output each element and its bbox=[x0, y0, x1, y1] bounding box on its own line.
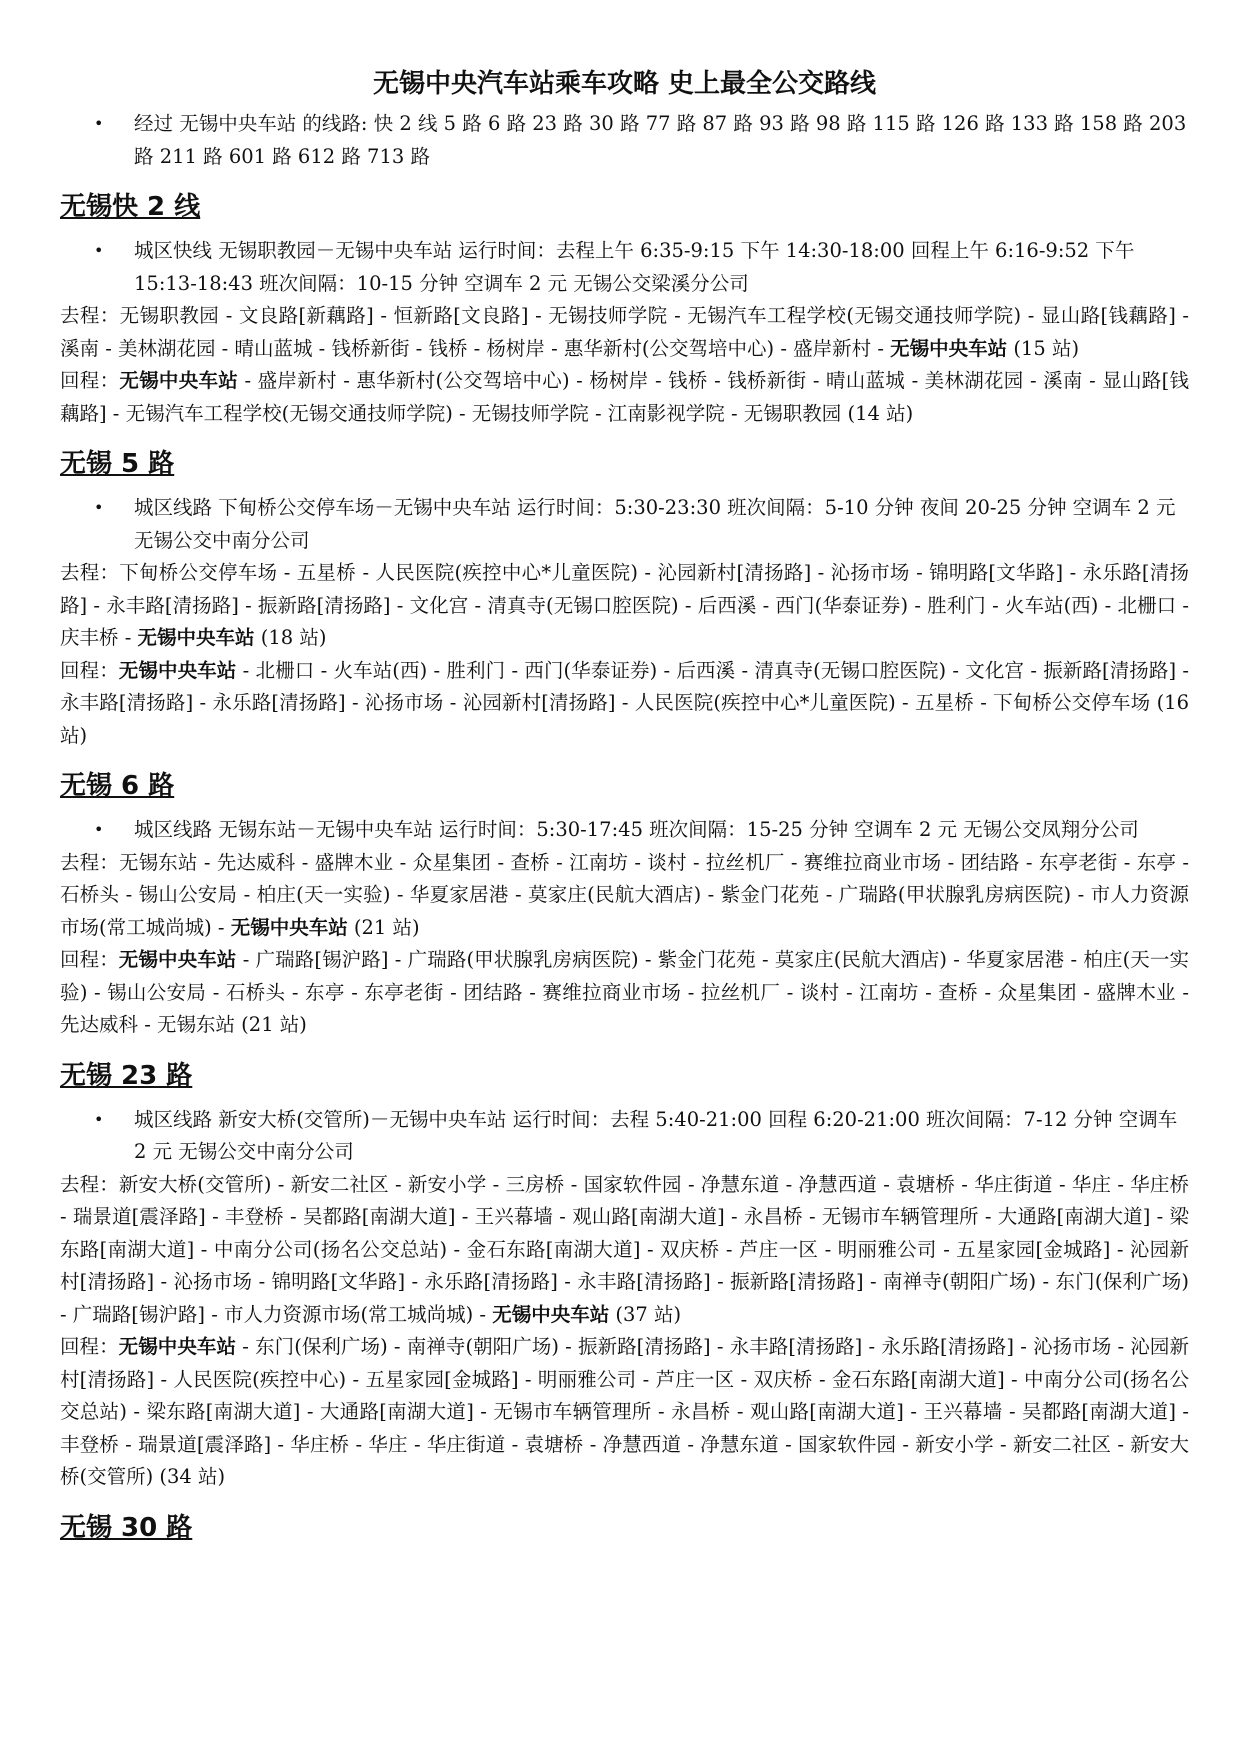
origin-stop: 无锡中央车站 bbox=[118, 948, 237, 971]
stop-count: (18 站) bbox=[254, 626, 327, 649]
route-info-text: 城区线路 新安大桥(交管所)－无锡中央车站 运行时间：去程 5:40-21:00 回程 6:20-21:00 班次间隔：7-12 分钟 空调车 2 元 无锡公交中南分公司 bbox=[134, 1107, 1178, 1163]
route-info-text: 城区线路 下甸桥公交停车场－无锡中央车站 运行时间：5:30-23:30 班次间隔：5-10 分钟 夜间 20-25 分钟 空调车 2 元 无锡公交中南分公司 bbox=[134, 496, 1176, 552]
terminal-stop: 无锡中央车站 bbox=[890, 336, 1008, 360]
return-stops bbox=[60, 1331, 1189, 1494]
outbound-stops bbox=[60, 557, 1189, 655]
stop-count: (15 站) bbox=[1007, 336, 1080, 360]
outbound-stops bbox=[60, 300, 1189, 365]
terminal-stop: 无锡中央车站 bbox=[492, 1302, 610, 1326]
return-label: 回程： bbox=[60, 948, 119, 971]
outbound-stops bbox=[60, 847, 1189, 945]
route-heading: 无锡 6 路 bbox=[60, 771, 175, 801]
bullet-icon: • bbox=[94, 498, 104, 517]
route-info-text: 城区快线 无锡职教园－无锡中央车站 运行时间：去程上午 6:35-9:15 下午 14:30-18:00 回程上午 6:16-9:52 下午 15:13-18:43 班次间隔：10-15 分钟 空调车 2 元 无锡公交梁溪分公司 bbox=[134, 239, 1135, 295]
page-title: 无锡中央汽车站乘车攻略 史上最全公交路线 bbox=[372, 69, 877, 99]
route-heading: 无锡 5 路 bbox=[60, 449, 175, 479]
bullet-icon: • bbox=[94, 241, 104, 260]
return-stop-list: - 盛岸新村 - 惠华新村(公交驾培中心) - 杨树岸 - 钱桥 - 钱桥新街 - 晴山蓝城 - 美林湖花园 - 溪南 - 显山路[钱藕路] - 无锡汽车工程学校(无锡交通技师学院) - 无锡技师学院 - 江南影视学院 - 无锡职教园 (14 站) bbox=[60, 369, 1189, 425]
outbound-stop-list: 下甸桥公交停车场 - 五星桥 - 人民医院(疾控中心*儿童医院) - 沁园新村[清扬路] - 沁扬市场 - 锦明路[文华路] - 永乐路[清扬路] - 永丰路[清扬路] - 振新路[清扬路] - 文化宫 - 清真寺(无锡口腔医院) - 后西溪 - 西门(华泰证券) - 胜利门 - 火车站(西) - 北栅口 - 庆丰桥 - bbox=[60, 561, 1189, 649]
terminal-stop: 无锡中央车站 bbox=[230, 915, 348, 939]
route-info-text: 城区线路 无锡东站－无锡中央车站 运行时间：5:30-17:45 班次间隔：15-25 分钟 空调车 2 元 无锡公交凤翔分公司 bbox=[134, 818, 1139, 841]
route-info bbox=[60, 1104, 1189, 1169]
return-stop-list: - 东门(保利广场) - 南禅寺(朝阳广场) - 振新路[清扬路] - 永丰路[清扬路] - 永乐路[清扬路] - 沁扬市场 - 沁园新村[清扬路] - 人民医院(疾控中心) - 五星家园[金城路] - 明丽雅公司 - 芦庄一区 - 双庆桥 - 金石东路[南湖大道] - 中南分公司(扬名公交总站) - 梁东路[南湖大道] - 大通路[南湖大道] - 无锡市车辆管理所 - 永昌桥 - 观山路[南湖大道] - 王兴幕墙 - 吴都路[南湖大道] - 丰登桥 - 瑞景道[震泽路] - 华庄桥 - 华庄 - 华庄街道 - 袁塘桥 - 净慧西道 - 净慧东道 - 国家软件园 - 新安小学 - 新安二社区 - 新安大桥(交管所) (34 站) bbox=[60, 1335, 1189, 1488]
return-stop-list: - 北栅口 - 火车站(西) - 胜利门 - 西门(华泰证券) - 后西溪 - 清真寺(无锡口腔医院) - 文化宫 - 振新路[清扬路] - 永丰路[清扬路] - 永乐路[清扬路] - 沁扬市场 - 沁园新村[清扬路] - 人民医院(疾控中心*儿童医院) - 五星桥 - 下甸桥公交停车场 (16 站) bbox=[60, 658, 1189, 747]
outbound-stop-list: 无锡职教园 - 文良路[新藕路] - 恒新路[文良路] - 无锡技师学院 - 无锡汽车工程学校(无锡交通技师学院) - 显山路[钱藕路] - 溪南 - 美林湖花园 - 晴山蓝城 - 钱桥新街 - 钱桥 - 杨树岸 - 惠华新村(公交驾培中心) - 盛岸新村 - bbox=[60, 304, 1189, 360]
route-heading: 无锡快 2 线 bbox=[60, 192, 201, 222]
route-heading: 无锡 30 路 bbox=[60, 1512, 193, 1543]
terminal-stop: 无锡中央车站 bbox=[137, 626, 255, 649]
return-stops bbox=[60, 655, 1189, 753]
return-stops bbox=[60, 365, 1189, 430]
stop-count: (21 站) bbox=[347, 915, 420, 939]
route-info bbox=[60, 492, 1189, 557]
outbound-stops bbox=[60, 1169, 1189, 1332]
return-label: 回程： bbox=[60, 369, 120, 392]
overview-list-item bbox=[60, 108, 1189, 173]
outbound-label: 去程： bbox=[60, 304, 120, 327]
outbound-stop-list: 无锡东站 - 先达威科 - 盛牌木业 - 众星集团 - 查桥 - 江南坊 - 谈村 - 拉丝机厂 - 赛维拉商业市场 - 团结路 - 东亭老街 - 东亭 - 石桥头 - 锡山公安局 - 柏庄(天一实验) - 华夏家居港 - 莫家庄(民航大酒店) - 紫金门花苑 - 广瑞路(甲状腺乳房病医院) - 市人力资源市场(常工城尚城) - bbox=[60, 850, 1189, 939]
stop-count: (37 站) bbox=[609, 1302, 682, 1326]
return-label: 回程： bbox=[60, 658, 119, 682]
return-label: 回程： bbox=[60, 1335, 119, 1358]
route-info bbox=[60, 814, 1189, 847]
outbound-label: 去程： bbox=[60, 561, 120, 584]
origin-stop: 无锡中央车站 bbox=[119, 369, 239, 392]
origin-stop: 无锡中央车站 bbox=[118, 658, 237, 682]
outbound-label: 去程： bbox=[60, 1172, 119, 1196]
outbound-label: 去程： bbox=[60, 850, 119, 874]
route-heading: 无锡 23 路 bbox=[60, 1060, 193, 1091]
return-stops bbox=[60, 944, 1189, 1042]
bullet-icon: • bbox=[94, 114, 104, 133]
route-info bbox=[60, 235, 1189, 300]
overview-text: 经过 无锡中央车站 的线路: 快 2 线 5 路 6 路 23 路 30 路 77 路 87 路 93 路 98 路 115 路 126 路 133 路 158 路 203 路 211 路 601 路 612 路 713 路 bbox=[134, 112, 1187, 168]
return-stop-list: - 广瑞路[锡沪路] - 广瑞路(甲状腺乳房病医院) - 紫金门花苑 - 莫家庄(民航大酒店) - 华夏家居港 - 柏庄(天一实验) - 锡山公安局 - 石桥头 - 东亭 - 东亭老街 - 团结路 - 赛维拉商业市场 - 拉丝机厂 - 谈村 - 江南坊 - 查桥 - 众星集团 - 盛牌木业 - 先达威科 - 无锡东站 (21 站) bbox=[60, 948, 1189, 1036]
bullet-icon: • bbox=[94, 1109, 104, 1129]
origin-stop: 无锡中央车站 bbox=[118, 1335, 236, 1358]
outbound-stop-list: 新安大桥(交管所) - 新安二社区 - 新安小学 - 三房桥 - 国家软件园 - 净慧东道 - 净慧西道 - 袁塘桥 - 华庄街道 - 华庄 - 华庄桥 - 瑞景道[震泽路] - 丰登桥 - 吴都路[南湖大道] - 王兴幕墙 - 观山路[南湖大道] - 永昌桥 - 无锡市车辆管理所 - 大通路[南湖大道] - 梁东路[南湖大道] - 中南分公司(扬名公交总站) - 金石东路[南湖大道] - 双庆桥 - 芦庄一区 - 明丽雅公司 - 五星家园[金城路] - 沁园新村[清扬路] - 沁扬市场 - 锦明路[文华路] - 永乐路[清扬路] - 永丰路[清扬路] - 振新路[清扬路] - 南禅寺(朝阳广场) - 东门(保利广场) - 广瑞路[锡沪路] - 市人力资源市场(常工城尚城) - bbox=[60, 1172, 1189, 1326]
bullet-icon: • bbox=[94, 820, 104, 839]
